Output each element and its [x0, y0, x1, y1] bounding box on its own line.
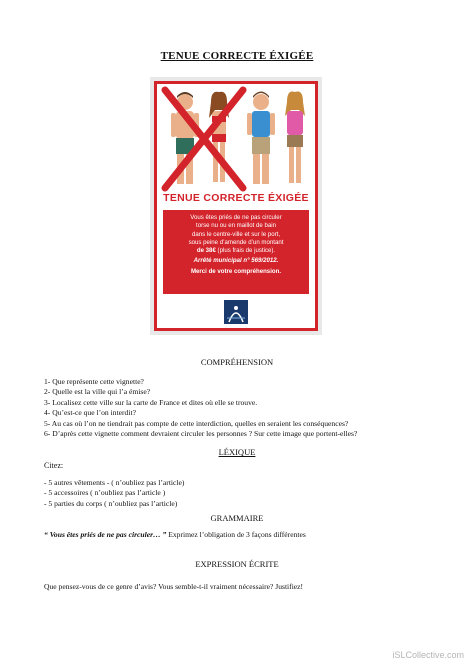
grammaire-heading: GRAMMAIRE [210, 513, 264, 523]
notice-amount-note: (plus frais de justice). [217, 247, 276, 255]
notice-arrete: Arrêté municipal n° 569/2012. [193, 257, 279, 265]
poster [150, 77, 322, 335]
notice-line: sous peine d’amende d’un montant [188, 238, 284, 246]
figure-dressed-man [247, 92, 275, 185]
notice-amount: de 38€ [196, 247, 216, 255]
city-logo-icon [221, 298, 251, 326]
question-item: 3- Localisez cette ville sur la carte de France et dites où elle se trouve. [44, 397, 258, 407]
grammaire-quote: “ Vous êtes priés de ne pas circuler… ” [44, 530, 167, 539]
poster-notice [163, 210, 309, 294]
grammaire-instruction: Exprimez l’obligation de 3 façons différentes [166, 530, 306, 539]
notice-line: dans le centre-ville et sur le port, [191, 230, 281, 238]
figure-dressed-woman [285, 91, 305, 183]
lexique-item: - 5 accessoires ( n’oubliez pas l’article ) [44, 488, 166, 498]
lexique-item: - 5 parties du corps ( n’oubliez pas l’article) [44, 498, 178, 508]
poster-heading: TENUE CORRECTE ÉXIGÉE [163, 192, 309, 204]
notice-line: torse nu ou en maillot de bain [196, 222, 276, 230]
notice-line: Vous êtes priés de ne pas circuler [190, 214, 282, 221]
grammaire-line [44, 530, 306, 539]
notice-amount-line [166, 247, 306, 255]
expression-heading: EXPRESSION ÉCRITE [195, 559, 279, 569]
comprehension-questions [44, 377, 357, 439]
poster-figures [157, 84, 315, 196]
footer-watermark: iSLCollective.com [392, 650, 464, 660]
question-item: 2- Quelle est la ville qui l’a émise? [44, 387, 151, 397]
poster-frame [154, 81, 318, 331]
lexique-item: - 5 autres vêtements - ( n’oubliez pas l’article) [44, 478, 185, 487]
lexique-intro: Citez: [44, 461, 64, 470]
lexique-heading: LÉXIQUE [218, 447, 256, 457]
expression-prompt: Que pensez-vous de ce genre d’avis? Vous semble-t-il vraiment nécessaire? Justifiez! [44, 582, 304, 591]
question-item: 6- D’après cette vignette comment devraient circuler les personnes ? Sur cette image que portent-elles? [44, 429, 358, 439]
question-item: 1- Que représente cette vignette? [44, 377, 144, 386]
comprehension-heading: COMPRÉHENSION [200, 357, 274, 367]
notice-merci: Merci de votre compréhension. [190, 267, 282, 275]
lexique-items [44, 478, 184, 509]
question-item: 4- Qu’est-ce que l’on interdit? [44, 408, 136, 418]
question-item: 5- Au cas où l’on ne tiendrait pas compte de cette interdiction, quelles en seraient les conséquences? [44, 418, 349, 428]
page-title: TENUE CORRECTE ÉXIGÉE [160, 50, 314, 62]
